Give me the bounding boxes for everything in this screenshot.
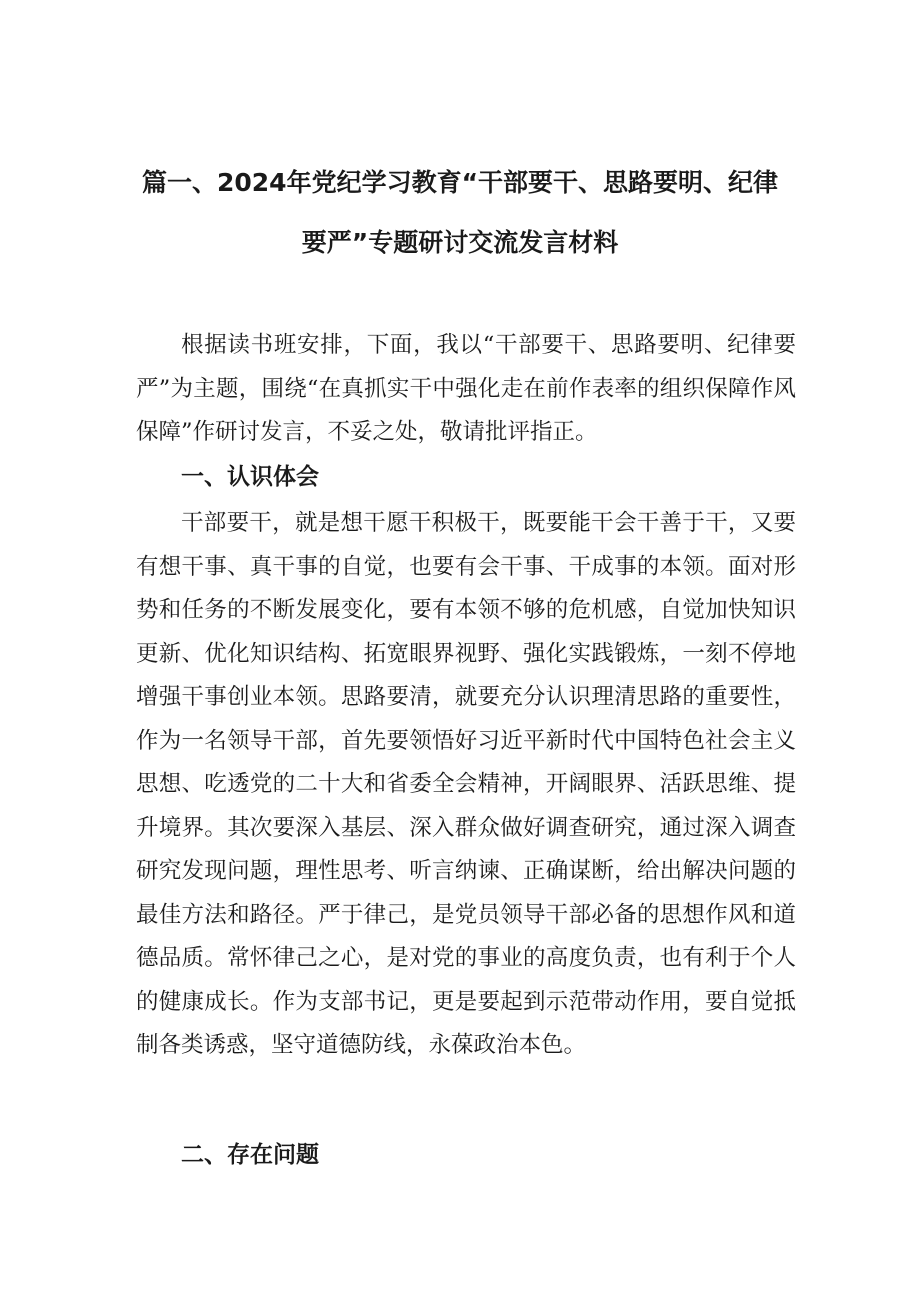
section-heading-understanding: 一、认识体会	[181, 464, 319, 490]
document-title-line-2: 要严”专题研讨交流发言材料	[301, 228, 619, 257]
intro-paragraph: 根据读书班安排，下面，我以“干部要干、思路要明、纪律要严”为主题，围绕“在真抓实干中强化走在前作表率的组织保障作风保障”作研讨发言，不妥之处，敬请批评指正。	[136, 332, 796, 445]
section-body-understanding: 干部要干，就是想干愿干积极干，既要能干会干善于干，又要有想干事、真干事的自觉，也要有会干事、干成事的本领。面对形势和任务的不断发展变化，要有本领不够的危机感，自觉加快知识更新、优化知识结构、拓宽眼界视野、强化实践锻炼，一刻不停地增强干事创业本领。思路要清，就要充分认识理清思路的重要性，作为一名领导干部，首先要领悟好习近平新时代中国特色社会主义思想、吃透党的二十大和省委全会精神，开阔眼界、活跃思维、提升境界。其次要深入基层、深入群众做好调查研究，通过深入调查研究发现问题，理性思考、听言纳谏、正确谋断，给出解决问题的最佳方法和路径。严于律己，是党员领导干部必备的思想作风和道德品质。常怀律己之心，是对党的事业的高度负责，也有利于个人的健康成长。作为支部书记，更是要起到示范带动作用，要自觉抵制各类诱惑，坚守道德防线，永葆政治本色。	[136, 510, 796, 1058]
section-heading-problems: 二、存在问题	[181, 1142, 319, 1168]
document-title-line-1: 篇一、2024年党纪学习教育“干部要干、思路要明、纪律	[141, 168, 778, 197]
